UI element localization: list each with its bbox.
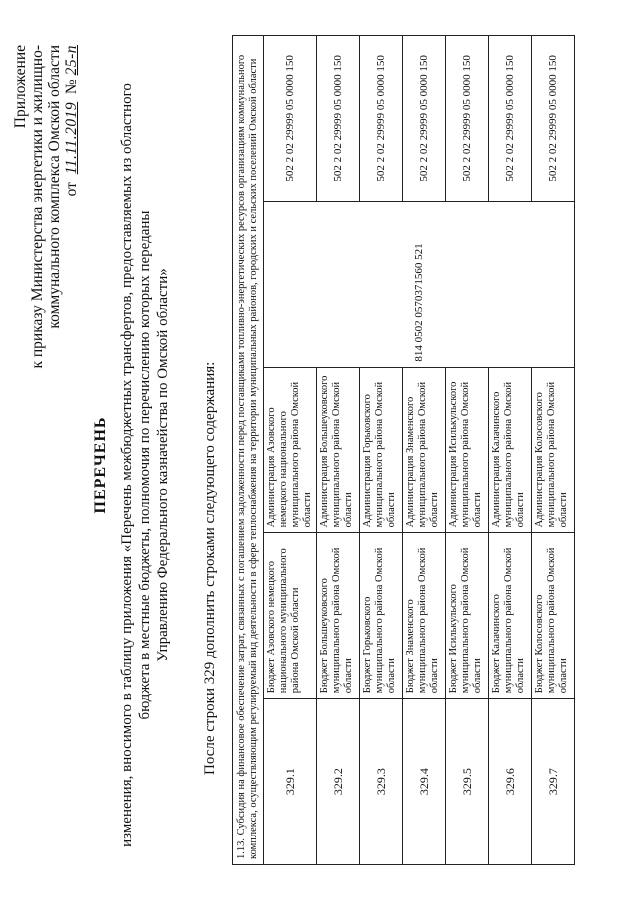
administrator-cell: Администрация Большеуковского муниципального района Омской области	[317, 367, 360, 533]
appendix-date-line	[63, 45, 80, 605]
budget-name-cell: Бюджет Калачинского муниципального района Омской области	[489, 533, 532, 699]
administrator-cell: Администрация Знаменского муниципального района Омской области	[403, 367, 446, 533]
table-row	[360, 36, 403, 865]
row-number-cell: 329.4	[403, 699, 446, 865]
document-subtitle	[118, 55, 172, 875]
row-number-cell: 329.2	[317, 699, 360, 865]
subtitle-line-1: изменения, вносимого в таблицу приложения «Перечень межбюджетных трансфертов, предоставляемых из областного	[119, 83, 135, 847]
row-number-cell: 329.7	[532, 699, 575, 865]
revenue-code-cell: 502 2 02 29999 05 0000 150	[489, 36, 532, 202]
revenue-code-cell: 502 2 02 29999 05 0000 150	[264, 36, 317, 202]
subtitle-line-3: Управлению Федерального казначейства по Омской области»	[155, 268, 171, 662]
table-row	[489, 36, 532, 865]
transfers-table	[232, 35, 575, 865]
instruction-text: После строки 329 дополнить строками следующего содержания:	[202, 361, 218, 775]
budget-name-cell: Бюджет Большеуковского муниципального района Омской области	[317, 533, 360, 699]
row-number-cell: 329.1	[264, 699, 317, 865]
appendix-block	[12, 45, 80, 605]
expenditure-code-cell: 814 0502 0570371560 521	[264, 201, 575, 367]
row-number-cell: 329.6	[489, 699, 532, 865]
revenue-code-cell: 502 2 02 29999 05 0000 150	[446, 36, 489, 202]
handwritten-number: 25-п	[63, 45, 80, 76]
table-row	[317, 36, 360, 865]
row-number-cell: 329.5	[446, 699, 489, 865]
budget-name-cell: Бюджет Колосовского муниципального района Омской области	[532, 533, 575, 699]
document-title: ПЕРЕЧЕНЬ	[92, 416, 109, 514]
appendix-ministry-line: коммунального комплекса Омской области	[46, 45, 63, 329]
administrator-cell: Администрация Горьковского муниципального района Омской области	[360, 367, 403, 533]
section-header-cell: 1.13. Субсидия на финансовое обеспечение затрат, связанных с погашением задолженности перед поставщиками топливно-энергетических ресурсов организациям коммунального комплекса, осуществляющим регулируемый вид деятельности в сфере теплоснабжения на территории муниципальных районов, городских и сельских поселений Омской области	[233, 36, 264, 865]
table-section-header-row	[233, 36, 264, 865]
administrator-cell: Администрация Азовского немецкого национального муниципального района Омской области	[264, 367, 317, 533]
table-row	[446, 36, 489, 865]
revenue-code-cell: 502 2 02 29999 05 0000 150	[360, 36, 403, 202]
date-prefix: от	[63, 182, 80, 197]
table-row	[532, 36, 575, 865]
number-prefix: №	[63, 79, 80, 95]
revenue-code-cell: 502 2 02 29999 05 0000 150	[317, 36, 360, 202]
budget-name-cell: Бюджет Знаменского муниципального района Омской области	[403, 533, 446, 699]
appendix-label: Приложение	[12, 45, 29, 129]
handwritten-date: 11.11.2019	[63, 101, 80, 175]
appendix-order-line: к приказу Министерства энергетики и жилищно-	[29, 45, 46, 369]
budget-name-cell: Бюджет Горьковского муниципального района Омской области	[360, 533, 403, 699]
row-number-cell: 329.3	[360, 699, 403, 865]
administrator-cell: Администрация Исилькульского муниципального района Омской области	[446, 367, 489, 533]
table-row	[264, 36, 317, 865]
revenue-code-cell: 502 2 02 29999 05 0000 150	[532, 36, 575, 202]
table-row	[403, 36, 446, 865]
subtitle-line-2: бюджета в местные бюджеты, полномочия по перечислению которых переданы	[137, 210, 153, 720]
revenue-code-cell: 502 2 02 29999 05 0000 150	[403, 36, 446, 202]
administrator-cell: Администрация Колосовского муниципального района Омской области	[532, 367, 575, 533]
budget-name-cell: Бюджет Азовского немецкого национального муниципального района Омской области	[264, 533, 317, 699]
budget-name-cell: Бюджет Исилькульского муниципального района Омской области	[446, 533, 489, 699]
administrator-cell: Администрация Калачинского муниципального района Омской области	[489, 367, 532, 533]
